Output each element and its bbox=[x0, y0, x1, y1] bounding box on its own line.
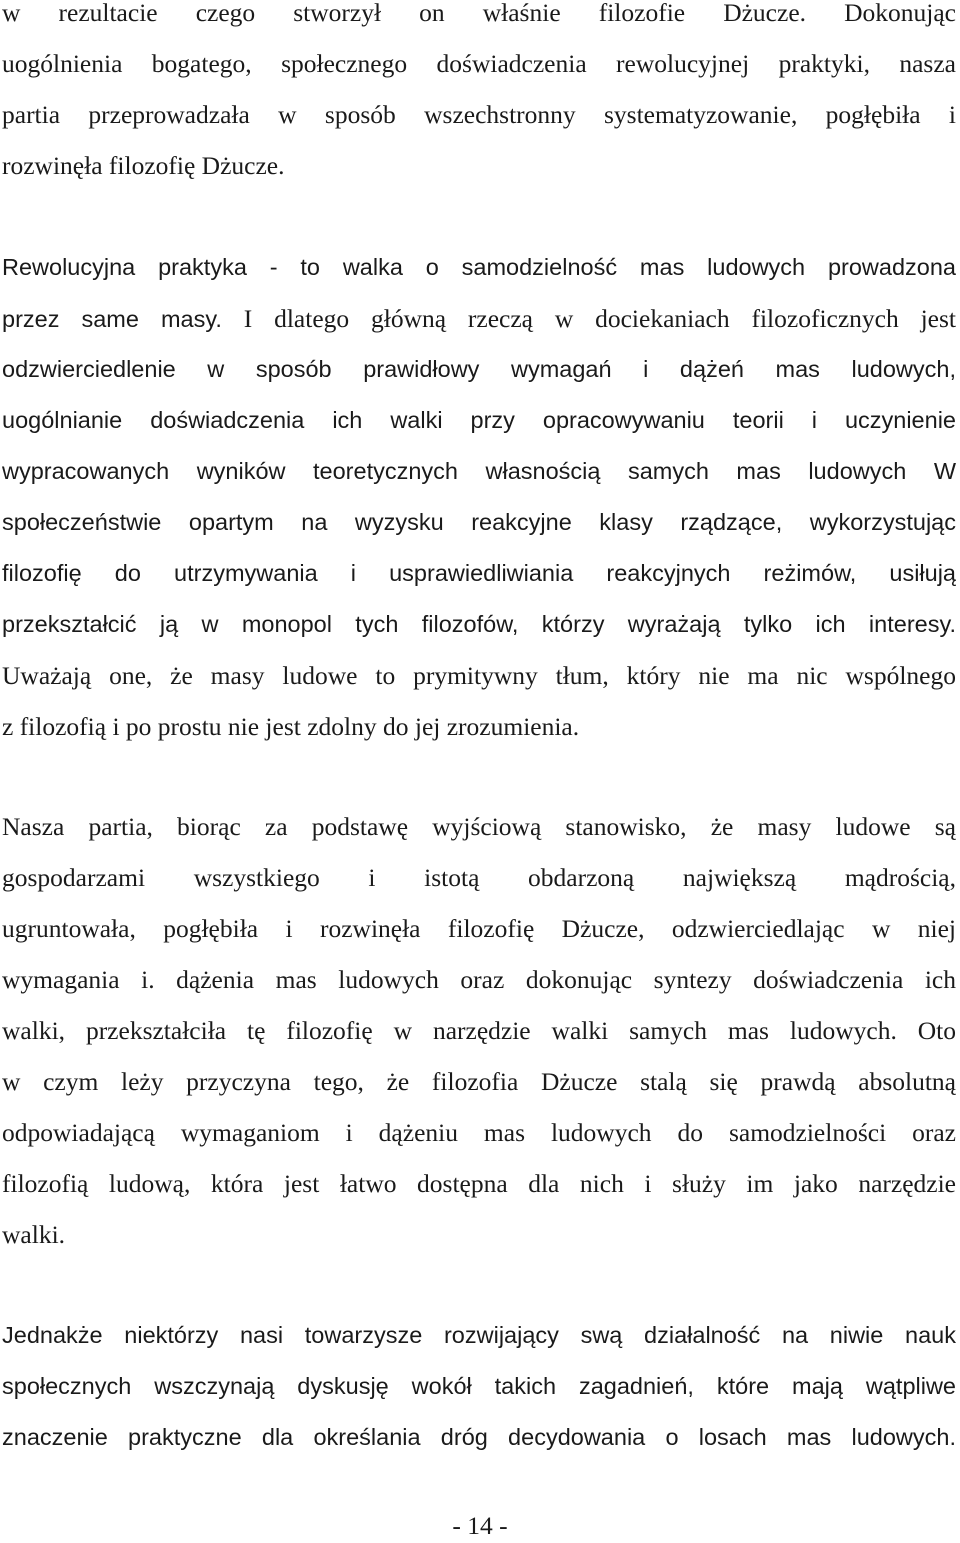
paragraph-2-line-10: z filozofią i po prostu nie jest zdolny do jej zrozumienia. bbox=[2, 712, 580, 741]
paragraph-2-line-1: Rewolucyjna praktyka - to walka o samodzielność mas ludowych prowadzona bbox=[2, 254, 956, 280]
paragraph-3-line-2: gospodarzami wszystkiego i istotą obdarzoną największą mądrością, bbox=[2, 863, 956, 892]
paragraph-2-line-4: uogólnianie doświadczenia ich walki przy opracowywaniu teorii i uczynienie bbox=[2, 407, 956, 433]
paragraph-4-line-3: znaczenie praktyczne dla określania dróg decydowania o losach mas ludowych. bbox=[2, 1424, 956, 1450]
page-number: - 14 - bbox=[452, 1511, 508, 1540]
paragraph-1-line-3: partia przeprowadzała w sposób wszechstronny systematyzowanie, pogłębiła i bbox=[2, 100, 956, 129]
paragraph-2-line-2-start: przez same masy. bbox=[2, 306, 222, 332]
paragraph-1-line-4: rozwinęła filozofię Dżucze. bbox=[2, 151, 285, 180]
paragraph-4-line-1: Jednakże niektórzy nasi towarzysze rozwijający swą działalność na niwie nauk bbox=[2, 1322, 956, 1348]
paragraph-3-line-6: w czym leży przyczyna tego, że filozofia Dżucze stalą się prawdą absolutną bbox=[2, 1067, 956, 1096]
paragraph-3-line-7: odpowiadającą wymaganiom i dążeniu mas ludowych do samodzielności oraz bbox=[2, 1118, 956, 1147]
paragraph-2-line-9: Uważają one, że masy ludowe to prymitywny tłum, który nie ma nic wspólnego bbox=[2, 661, 956, 690]
paragraph-2-line-3: odzwierciedlenie w sposób prawidłowy wymagań i dążeń mas ludowych, bbox=[2, 356, 956, 382]
paragraph-2-line-5: wypracowanych wyników teoretycznych własnością samych mas ludowych W bbox=[2, 458, 956, 484]
paragraph-2-line-6: społeczeństwie opartym na wyzysku reakcyjne klasy rządzące, wykorzystując bbox=[2, 509, 956, 535]
paragraph-2-line-8: przekształcić ją w monopol tych filozofów, którzy wyrażają tylko ich interesy. bbox=[2, 611, 956, 637]
paragraph-3-line-8: filozofią ludową, która jest łatwo dostępna dla nich i służy im jako narzędzie bbox=[2, 1169, 956, 1198]
paragraph-2-line-7: filozofię do utrzymywania i usprawiedliwiania reakcyjnych reżimów, usiłują bbox=[2, 560, 956, 586]
paragraph-1-line-1: w rezultacie czego stworzył on właśnie filozofie Dżucze. Dokonując bbox=[2, 0, 956, 27]
paragraph-3-line-4: wymagania i. dążenia mas ludowych oraz dokonując syntezy doświadczenia ich bbox=[2, 965, 956, 994]
paragraph-3-line-5: walki, przekształciła tę filozofię w narzędzie walki samych mas ludowych. Oto bbox=[2, 1016, 956, 1045]
paragraph-3-line-9: walki. bbox=[2, 1220, 66, 1249]
paragraph-2-line-2 bbox=[2, 293, 956, 344]
paragraph-2-line-2-continuation: I dlatego główną rzeczą w dociekaniach filozoficznych jest bbox=[243, 304, 956, 333]
paragraph-1-line-2: uogólnienia bogatego, społecznego doświadczenia rewolucyjnej praktyki, nasza bbox=[2, 49, 956, 78]
paragraph-3-line-3: ugruntowała, pogłębiła i rozwinęła filozofię Dżucze, odzwierciedlając w niej bbox=[2, 914, 956, 943]
paragraph-4-line-2: społecznych wszczynają dyskusję wokół takich zagadnień, które mają wątpliwe bbox=[2, 1373, 956, 1399]
paragraph-3-line-1: Nasza partia, biorąc za podstawę wyjściową stanowisko, że masy ludowe są bbox=[2, 812, 956, 841]
